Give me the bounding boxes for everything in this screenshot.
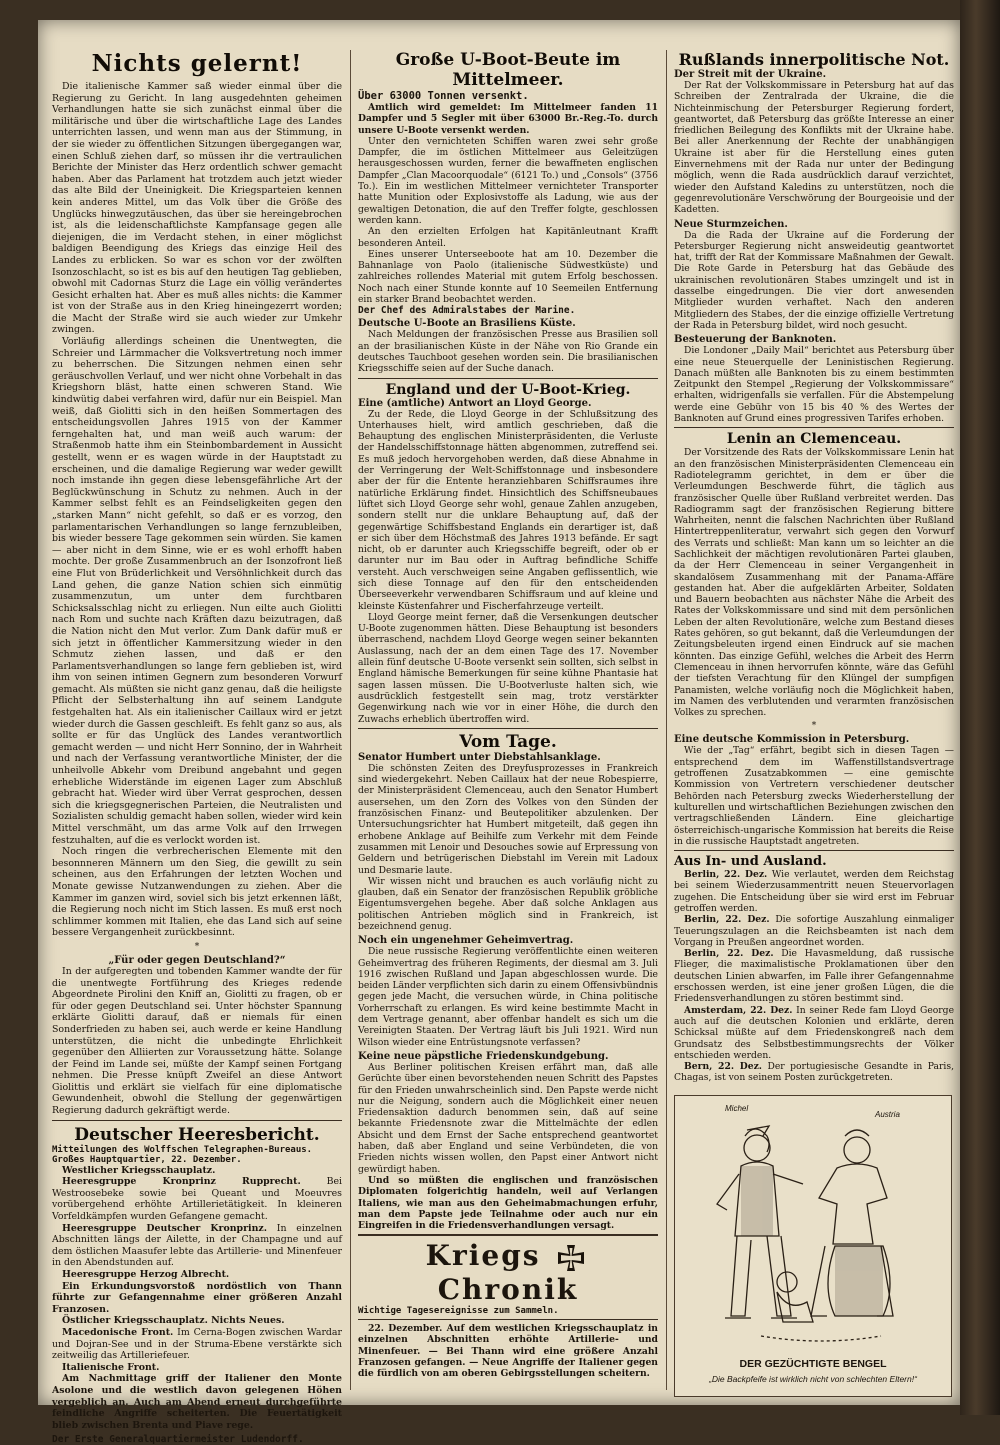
section-subtitle: Senator Humbert unter Diebstahlsanklage. [358, 751, 601, 763]
paragraph: Und so müßten die englischen und französischen Diplomaten folgerichtig handeln, weil auf Verlangen Italiens, wie man aus den Geheimabmachungen erfuhr, man dem Papste jede Teilnahme oder auch nur ein Eingreifen in die Friedensverhandlungen versagt. [358, 1174, 658, 1232]
paragraph: Wie der „Tag“ erfährt, begibt sich in diesen Tagen — entsprechend dem im Waffenstillstandsvertrage getroffenen Zusatzabkommen — eine gemischte Kommission von Vertretern verschiedener deutscher Behörden nach Petersburg zwecks Wiederherstellung der kulturellen und wirtschaftlichen Beziehungen zwischen den vertragschließenden Ländern. Eine gleichartige österreichisch-ungarische Kommission hat bereits die Reise in die russische Hauptstadt angetreten. [674, 745, 954, 847]
news-text: Der portugiesische Gesandte in Paris, Chagas, ist von seinem Posten zurückgetreten. [674, 1061, 954, 1084]
paragraph: An den erzielten Erfolgen hat Kapitänleutnant Krafft besonderen Anteil. [358, 226, 658, 249]
separator: * [811, 721, 817, 732]
news-text: In seiner Rede fam Lloyd George auch auf die deutschen Kolonien und erklärte, deren Schicksal müßte auf dem Friedenskongreß nach dem Grundsatz des Selbstbestimmungsrechts der Völker entschieden werden. [674, 1004, 955, 1061]
news-dateline: Berlin, 22. Dez. [684, 948, 774, 960]
cartoon [674, 1095, 952, 1397]
column-1 [52, 20, 342, 1445]
column-2 [358, 20, 658, 1379]
report-item-head: Ein Erkundungsvorstoß nordöstlich von Thann führte zur Gefangennahme einer größeren Anzahl Franzosen. [52, 1280, 342, 1315]
cartoon-label-austria: Austria [875, 1110, 900, 1119]
report-item [52, 1269, 342, 1281]
news-text: Die Havasmeldung, daß russische Flieger, die maximalistische Proklamationen über den deutschen Linien abwarfen, im Falle ihrer Gefangennahme erschossen werden, ist eine jener großen Lügen, die die Friedensverhandlungen zu stören bestimmt sind. [674, 948, 954, 1005]
report-item-head: Am Nachmittage griff der Italiener den Monte Asolone und die westlich davon gelegenen Höhen vergeblich an. Auch am Abend erneut durchgeführte feindliche Angriffe scheiterten. Die Feuertätigkeit blieb zwischen Brenta und Piave rege. [52, 1373, 342, 1431]
paragraph: Nach Meldungen der französischen Presse aus Brasilien soll an der brasilianischen Küste in der Nähe von Rio Grande ein deutsches Tauchboot gesehen worden sein. Die brasilianischen Kriegsschiffe seien auf der Suche danach. [358, 329, 658, 375]
subsection-head: Neue Sturmzeichen. [674, 218, 788, 230]
report-item-head: Italienische Front. [62, 1361, 160, 1373]
report-item-text: Im Cerna-Bogen zwischen Wardar und Dojran-See und in der Struma-Ebene verstärkte sich zeitweilig das Artilleriefeuer. [52, 1326, 343, 1362]
news-item [674, 1005, 954, 1061]
article-title: Rußlands innerpolitische Not. [678, 50, 950, 69]
section-dateline: Großes Hauptquartier, 22. Dezember. [52, 1154, 242, 1165]
paragraph: Noch ringen die verbrecherischen Elemente mit den besonnneren Männern um den Sieg, die gewillt zu sein scheinen, aus den Erfahrungen der letzten Wochen und Monate gewisse Nutzanwendungen zu ziehen. Aber die Kammer im ganzen wird, soviel sich bis jetzt erkennen läßt, die Regierung noch nicht im Stich lassen. Es muß erst noch schlimmer kommen mit Italien, ehe das Land sich auf seine bessere Vergangenheit zurückbesinnt. [52, 846, 342, 939]
column-3 [674, 20, 954, 1084]
cartoon-subcaption: „Die Backpfeife ist wirklich nicht von schlechten Eltern!“ [709, 1374, 917, 1384]
section-title: Vom Tage. [459, 731, 557, 752]
report-item-head: Westlicher Kriegsschauplatz. [62, 1164, 216, 1176]
subsection-head: Noch ein ungenehmer Geheimvertrag. [358, 935, 574, 947]
paragraph: Vorläufig allerdings scheinen die Unentwegten, die Schreier und Lärmmacher die Volksvertretung noch immer zu beherrschen. Die Sitzungen nehmen einen sehr geräuschvollen Verlauf, und wer nicht ohne Vorbehalt in das Kriegshorn bläst, hatte einen schweren Stand. Wie kindwütig dabei verfahren wird, dafür nur ein Beispiel. Man weiß, daß Giolitti sich in den heißen Sommertagen des entscheidungsvollen Jahres 1915 von der Kammer ferngehalten hat, und man weiß auch warum: der Straßenmob hatte ihm ein Steinbombardement in Aussicht gestellt, wenn er es wagen würde in der Hauptstadt zu erscheinen, und die damalige Regierung war weder gewillt noch imstande ihn gegen diese lebensgefährliche Art der Beglückwünschung in Schutz zu nehmen. Auch in der Kammer selbst fehlt es an Feindseligkeiten gegen den „starken Mann“ nicht gefehlt, so daß er es vorzog, den parlamentarischen Verhandlungen so lange fernzubleiben, bis wieder bessere Tage gekommen sein würden. Sie kamen — aber nicht in dem Sinne, wie er es wohl erhofft haben mochte. Der große Zusammenbruch an der Isonzofront ließ eine Flut von Brüderlichkeit und Versöhnlichkeit durch das Land gehen, die ganze Nation schien sich einmütig zusammenzutun, um unter dem furchtbaren Schicksalsschlag nicht zu erliegen. Nun eilte auch Giolitti nach Rom und suchte nach Kräften dazu beizutragen, daß die Nation nicht den Mut verlor. Zum Dank dafür muß er sich jetzt in öffentlicher Kammersitzung wieder in den Schmutz ziehen lassen, und daß er den Parlamentsverhandlungen so lange fern geblieben ist, wird ihm von seinen intimen Gegnern zum besonderen Vorwurf gemacht. Als müßten sie nicht ganz genau, daß die heiligste Pflicht der Selbsterhaltung ihn auf seinem Landgute festgehalten hat. Als ein italienischer Caillaux wird er jetzt wieder durch die Gassen geschleift. Es fehlt ganz so aus, als sollte er für das Unglück des Landes verantwortlich gemacht werden — und nicht Herr Sonnino, der in Wahrheit und nach der Verfassung verantwortliche Minister, der die unheilvolle Abkehr vom Dreibund angebahnt und gegen erhebliche Widerstände im eigenen Lager zum Abschluß gebracht hat. Wieder wird über Verrat gesprochen, dessen sich die kriegsgegnerischen Parteien, die Neutralisten und Sozialisten schuldig gemacht haben sollen, wieder wird kein Mittel verschmäht, um das arme Volk auf den Irrwegen festzuhalten, auf die es verlockt worden ist. [52, 336, 342, 846]
report-item [52, 1315, 342, 1327]
divider [358, 1319, 658, 1320]
report-item-text: In einzelnen Abschnitten längs der Ailette, in der Champagne und auf dem östlichen Maasufer lebte das Artillerie- und Minenfeuer in den Abendstunden auf. [52, 1222, 342, 1269]
news-text: Wie verlautet, werden dem Reichstag bei seinem Wiederzusammentritt neuen Steuervorlagen zugehen. Die Entscheidung über sie wird erst im Februar getroffen werden. [674, 869, 955, 914]
section-subtitle: Eine (amtliche) Antwort an Lloyd George. [358, 397, 592, 409]
paragraph: Lloyd George meint ferner, daß die Versenkungen deutscher U-Boote zugenommen hätten. Diese Behauptung ist besonders überraschend, nachdem Lloyd George wegen seiner bekannten Auslassung, nach der an dem einen Tage des 17. November allein fünf deutsche U-Boote versenkt sein sollten, sich selbst in England hämische Bemerkungen für seine kühne Phantasie hat sagen lassen müssen. Die U-Bootverluste halten sich, wie ausdrücklich festgestellt sein mag, trotz verstärkter Gegenwirkung nach wie vor in einer Höhe, die durch den Zuwachs erheblich übertroffen wird. [358, 611, 658, 725]
report-item [52, 1281, 342, 1316]
subsection-head: Besteuerung der Banknoten. [674, 334, 837, 346]
paragraph: Da die Rada der Ukraine auf die Forderung der Petersburger Regierung nicht answeideutig geantwortet hat, trifft der Rat der Kommissare Maßnahmen der Gewalt. Die Rote Garde in Petersburg hat das Gebäude des ukrainischen revolutionären Stabes umzingelt und ist in dasselbe eingedrungen. Die vier dort anwesenden Mitglieder wurden verhaftet. Nach den anderen Mitgliedern des Stabes, der die einzige offizielle Vertretung der Rada in Petersburg bildet, wird noch gesucht. [674, 229, 954, 331]
page-edge [960, 0, 1000, 1415]
paragraph: In der aufgeregten und tobenden Kammer wandte der für die unentwegte Fortführung des Krieges redende Abgeordnete Pirolini den Kniff an, Giolitti zu fragen, ob er für oder gegen Deutschland sei. Unter höchster Spannung erklärte Giolitti darauf, daß er niemals für einen Sonderfrieden zu haben sei, auch werde er keine Handlung unterstützen, die nicht die unbedingte Ehrlichkeit gegenüber den Alliierten zur Voraussetzung hätte. Solange der Feind im Lande sei, müßte der Kampf seinen Fortgang nehmen. Die Presse knüpft Zweifel an diese Antwort Giolittis und erklärt sie vielfach für eine diplomatische Gewundenheit, obwohl die Stellung der gegenwärtigen Regierung dadurch gekräftigt werde. [52, 965, 342, 1117]
report-signature: Der Erste Generalquartiermeister Ludendorff. [52, 1434, 304, 1445]
divider [52, 1120, 342, 1121]
column-rule [350, 50, 351, 1390]
chronicle-title [358, 1239, 658, 1306]
divider [358, 1234, 658, 1236]
section-subtitle: Mitteilungen des Wolffschen Telegraphen-Bureaus. [52, 1144, 313, 1155]
chronicle-text: 22. Dezember. Auf dem westlichen Kriegsschauplatz in einzelnen Abschnitten erhöhte Artillerie- und Minenfeuer. — Bei Thann wird eine größere Anzahl Franzosen gefangen. — Neue Angriffe der Italiener gegen die fürdlich von am oberen Gebirgsstellungen scheitern. [358, 1322, 658, 1380]
paragraph: Aus Berliner politischen Kreisen erfährt man, daß alle Gerüchte über einen bevorstehenden neuen Schritt des Papstes für den Frieden unwahrscheinlich sind. Den Papste werde nicht nur die Neigung, sondern auch die Möglichkeit einer neuen Friedensaktion dadurch benommen sein, daß auf seine bekannte Friedensnote zwar die Mittelmächte der edlen Absicht und dem Ernst der Sache entsprechend geantwortet haben, daß aber England und seine Verbündeten, die von Frieden nichts wissen wollen, den Papst einer Antwort nicht gewürdigt haben. [358, 1061, 658, 1175]
section-title: Deutscher Heeresbericht. [74, 1124, 320, 1145]
paragraph: Zu der Rede, die Lloyd George in der Schlußsitzung des Unterhauses hielt, wird amtlich geschrieben, daß die Behauptung des englischen Ministerpräsidenten, die Verluste der Handelsschiffstonnage hätten abgenommen, zutreffend sei. Es muß jedoch hervorgehoben werden, daß diese Abnahme in der Verringerung der Welt-Schiffstonnage und insbesondere aber der für die Entente heranziehbaren Schiffsraumes ihre natürliche Erklärung findet. Hinsichtlich des Schiffsneubaues lüftet sich Lloyd George sehr wohl, genaue Zahlen anzugeben, sondern stellt nur die unklare Behauptung auf, daß der gegenwärtige Schiffsbestand Englands ein derartiger ist, daß er sich über dem Höchstmaß des Jahres 1913 befände. Er sagt nicht, ob er darunter auch Kriegsschiffe begreift, oder ob er darunter nur im Bau oder in Auftrag befindliche Schiffe versteht. Auch verschweigen seine Angaben geflissentlich, wie sich diese Tonnage auf den für den entscheidenden Überseeverkehr verwendbaren Schiffsraum und auf kleine und kleinste Küstenfahrer und Fischerfahrzeuge verteilt. [358, 408, 658, 612]
report-item-head: Östlicher Kriegsschauplatz. Nichts Neues. [62, 1315, 285, 1327]
section-title: Lenin an Clemenceau. [726, 431, 902, 448]
column-rule [666, 50, 667, 1390]
report-item [52, 1176, 342, 1222]
paragraph: Eines unserer Unterseeboote hat am 10. Dezember die Bahnanlage von Paolo (italienische Südwestküste) und zahlreiches rollendes Material mit gutem Erfolg beschossen. Noch nach einer Stunde konnte auf 10 Seemeilen Entfernung ein starker Brand beobachtet werden. [358, 248, 658, 306]
separator: * [194, 941, 200, 952]
cartoon-illustration [675, 1096, 951, 1354]
paragraph: Die neue russische Regierung veröffentlichte einen weiteren Geheimvertrag des früheren Regiments, der diesmal am 3. Juli 1916 zwischen Rußland und Japan abgeschlossen wurde. Die beiden Länder verpflichten sich darin zu einem Offensivbündnis gegen jede Macht, die versuchen würde, in China politische Vorherrschaft zu erlangen. Es wird keine bestimmte Macht in dem Vertrage genannt, aber offenbar handelt es sich um die Vereinigten Staaten. Der Vertrag läuft bis Juli 1921. Wird nun Wilson wieder eine Entrüstungsnote verfassen? [358, 946, 658, 1048]
cartoon-caption: DER GEZÜCHTIGTE BENGEL [739, 1358, 887, 1370]
report-list [52, 1165, 342, 1432]
divider [358, 728, 658, 729]
news-dateline: Berlin, 22. Dez. [684, 914, 770, 926]
newspaper-page [38, 20, 960, 1445]
subsection-head: Deutsche U-Boote an Brasiliens Küste. [358, 318, 576, 330]
report-item-head: Macedonische Front. [62, 1326, 174, 1338]
news-dateline: Bern, 22. Dez. [684, 1061, 763, 1073]
news-text: Die sofortige Auszahlung einmaliger Teuerungszulagen an die Reichsbeamten ist nach dem Vorgang in Preußen angeordnet worden. [674, 914, 955, 948]
chronicle-subtitle: Wichtige Tagesereignisse zum Sammeln. [358, 1305, 559, 1316]
report-item [52, 1362, 342, 1374]
divider [358, 378, 658, 379]
article-title: Große U-Boot-Beute im Mittelmeer. [395, 50, 621, 90]
news-item [674, 869, 954, 914]
article-subtitle: Über 63000 Tonnen versenkt. [358, 90, 529, 102]
cartoon-label-michel: Michel [725, 1104, 749, 1113]
report-item-text: Bei Westroosebeke sowie bei Queant und Moeuvres vorübergehend erhöhte Artillerietätigkeit. In kleineren Vorfeldkämpfen wurden Gefangene gemacht. [52, 1176, 343, 1223]
news-dateline: Berlin, 22. Dez. [684, 869, 768, 881]
iron-cross-icon [556, 1243, 586, 1273]
paragraph: Der Vorsitzende des Rats der Volkskommissare Lenin hat an den französischen Ministerpräsidenten Clemenceau ein Radiotelegramm gerichtet, in dem er über die Verleumdungen Beschwerde führt, die täglich aus französischer Quelle über Rußland verbreitet werden. Das Radiogramm sagt der französischen Regierung bittere Wahrheiten, nennt die falschen Nachrichten über Rußland Hintertreppenliteratur, verwahrt sich gegen den Vorwurf des Verrats und schließt: Man kann um so leichter an die Sachlichkeit der mächtigen revolutionären Partei glauben, da der Herr Clemenceau in seiner Vergangenheit in skandalösem Zusammenhang mit der Panama-Affäre gestanden hat. Aber die aufgeklärten Arbeiter, Soldaten und Bauern beobachten aus nächster Nähe die Arbeit des Rates der Volkskommissare und sind mit dem persönlichen Leben der alten Revolutionäre, welche zum Bestand dieses Rates gehören, so gut bekannt, daß die Verleumdungen der Zeitungsbeleuten irgend einen Eindruck auf sie machen könnten. Das einzige Gefühl, welches die Arbeit des Herrn Clemenceau in ihnen hervorrufen könnte, wäre das Gefühl der tiefsten Verachtung für den Klüngel der sumpfigen Panamisten, welche vorläufig noch die Möglichkeit haben, im Namen des verblutenden und verarmten französischen Volkes zu sprechen. [674, 447, 954, 719]
chronicle-title-left: Kriegs [425, 1239, 541, 1273]
report-item [52, 1165, 342, 1177]
paragraph: Der Rat der Volkskommissare in Petersburg hat auf das Schreiben der Zentralrada der Ukraine, die die Nichteinmischung der Petersburger Regierung fordert, geantwortet, daß Petersburg das größte Interesse an einer friedlichen Beilegung des Konflikts mit der Ukraine habe. Bei aller Anerkennung der Rechte der unabhängigen Ukraine ist aber für die Herstellung eines guten Einvernehmens mit der Rada nur unter der Bedingung möglich, wenn die Rada ausdrücklich darauf verzichtet, wieder den Aufstand Kaledins zu unterstützen, noch die gegenrevolutionäre Verschwörung der Bourgeoisie und der Kadetten. [674, 80, 954, 216]
subsection-head: Der Streit mit der Ukraine. [674, 69, 827, 80]
subsection-head: „Für oder gegen Deutschland?“ [108, 954, 286, 966]
news-list [674, 869, 954, 1084]
news-item [674, 1061, 954, 1084]
divider [674, 427, 954, 428]
report-item-head: Heeresgruppe Herzog Albrecht. [62, 1269, 230, 1280]
subsection-head: Eine deutsche Kommission in Petersburg. [674, 734, 910, 746]
report-item [52, 1223, 342, 1269]
report-item [52, 1327, 342, 1362]
paragraph: Wir wissen nicht und brauchen es auch vorläufig nicht zu glauben, daß ein Senator der französischen Republik gröbliche Eigentumsvergehen begehe. Aber daß solche Anklagen aus politischen Antrieben möglich sind in Frankreich, ist bezeichnend genug. [358, 875, 658, 932]
divider [674, 850, 954, 851]
news-item [674, 914, 954, 948]
chronicle-title-right: Chronik [437, 1272, 579, 1306]
paragraph: Die italienische Kammer saß wieder einmal über die Regierung zu Gericht. In lang ausgedehnten geheimen Verhandlungen hatte sie sich zunächst einmal über die militärische und über die wirtschaftliche Lage des Landes unterrichten lassen, und wenn man aus der Stimmung, in der sie wieder zu öffentlichen Sitzungen übergegangen war, einen Schluß ziehen darf, so müssen ihr die vertraulichen Berichte der Minister das Herz ordentlich schwer gemacht haben. Aber das Parlament hat trotzdem auch jetzt wieder das alte Bild der Uneinigkeit. Die Kriegsparteien kennen kein anderes Mittel, um das Volk über die Größe des Unglücks hinwegzutäuschen, das über sie hereingebrochen ist, als die leidenschaftlichste Kampfansage gegen alle diejenigen, die im Verdacht stehen, in einer möglichst baldigen Beendigung des Kriegs das einzige Heil des Landes zu erblicken. So war es schon vor der zwölften Isonzoschlacht, so ist es bis auf den heutigen Tag geblieben, obwohl mit Cadornas Sturz die Lage ein völlig verändertes Gesicht erhalten hat. Aber es muß alles nichts: die Kammer ist von der Straße aus in den Krieg hineingezerrt worden; die Macht der Straße wird sie auch wieder zur Umkehr zwingen. [52, 81, 342, 336]
paragraph: Die Londoner „Daily Mail“ berichtet aus Petersburg über eine neue Steuerquelle der Leninistischen Regierung. Danach müßten alle Banknoten bis zu einem bestimmten Zeitpunkt den Stempel „Regierung der Volkskommissare“ erhalten, widrigenfalls sie verfallen. Für die Abstempelung werde eine Gebühr von 15 bis 40 % des Wertes der Banknoten auf Grund eines progressiven Tarifes erhoben. [674, 345, 954, 425]
news-item [674, 948, 954, 1004]
subsection-head: Keine neue päpstliche Friedenskundgebung. [358, 1050, 609, 1062]
section-title: England und der U-Boot-Krieg. [385, 381, 631, 398]
report-item-head: Heeresgruppe Deutscher Kronprinz. [62, 1222, 268, 1234]
signature: Der Chef des Admiralstabes der Marine. [358, 305, 576, 317]
report-item-head: Heeresgruppe Kronprinz Rupprecht. [62, 1176, 301, 1188]
section-title: Aus In- und Ausland. [674, 854, 827, 870]
lead-paragraph: Amtlich wird gemeldet: Im Mittelmeer fanden 11 Dampfer und 5 Segler mit über 63000 Br.-Reg.-To. durch unsere U-Boote versenkt werden. [358, 102, 658, 136]
paragraph: Unter den vernichteten Schiffen waren zwei sehr große Dampfer, die im östlichen Mittelmeer aus Geleitzügen herausgeschossen wurden, ferner die bewaffneten englischen Dampfer „Clan Macoorquodale“ (6121 To.) und „Consols“ (3756 To.). Ein im westlichen Mittelmeer vernichteter Transporter hatte Munition oder Explosivstoffe als Ladung, wie aus der gewaltigen Detonation, die auf den Treffer folgte, geschlossen werden kann. [358, 135, 658, 226]
article-title: Nichts gelernt! [91, 50, 303, 77]
report-item [52, 1373, 342, 1431]
paragraph: Die schönsten Zeiten des Dreyfusprozesses in Frankreich sind wiedergekehrt. Neben Caillaux hat der neue Robespierre, der Ministerpräsident Clemenceau, auch den Senator Humbert ausersehen, um den Zorn des Volkes von den Sünden der französischen Finanz- und Beutepolitiker abzulenken. Der Untersuchungsrichter hat Humbert mitgeteilt, daß gegen ihn erhobene Anklage auf Beihilfe zum Verkehr mit dem Feinde zusammen mit Lenoir und Desouches sowie auf Erpressung von Geldern und betrügerischen Diebstahl im Verein mit Ladoux und Desmarie laute. [358, 762, 658, 876]
news-dateline: Amsterdam, 22. Dez. [684, 1004, 793, 1016]
